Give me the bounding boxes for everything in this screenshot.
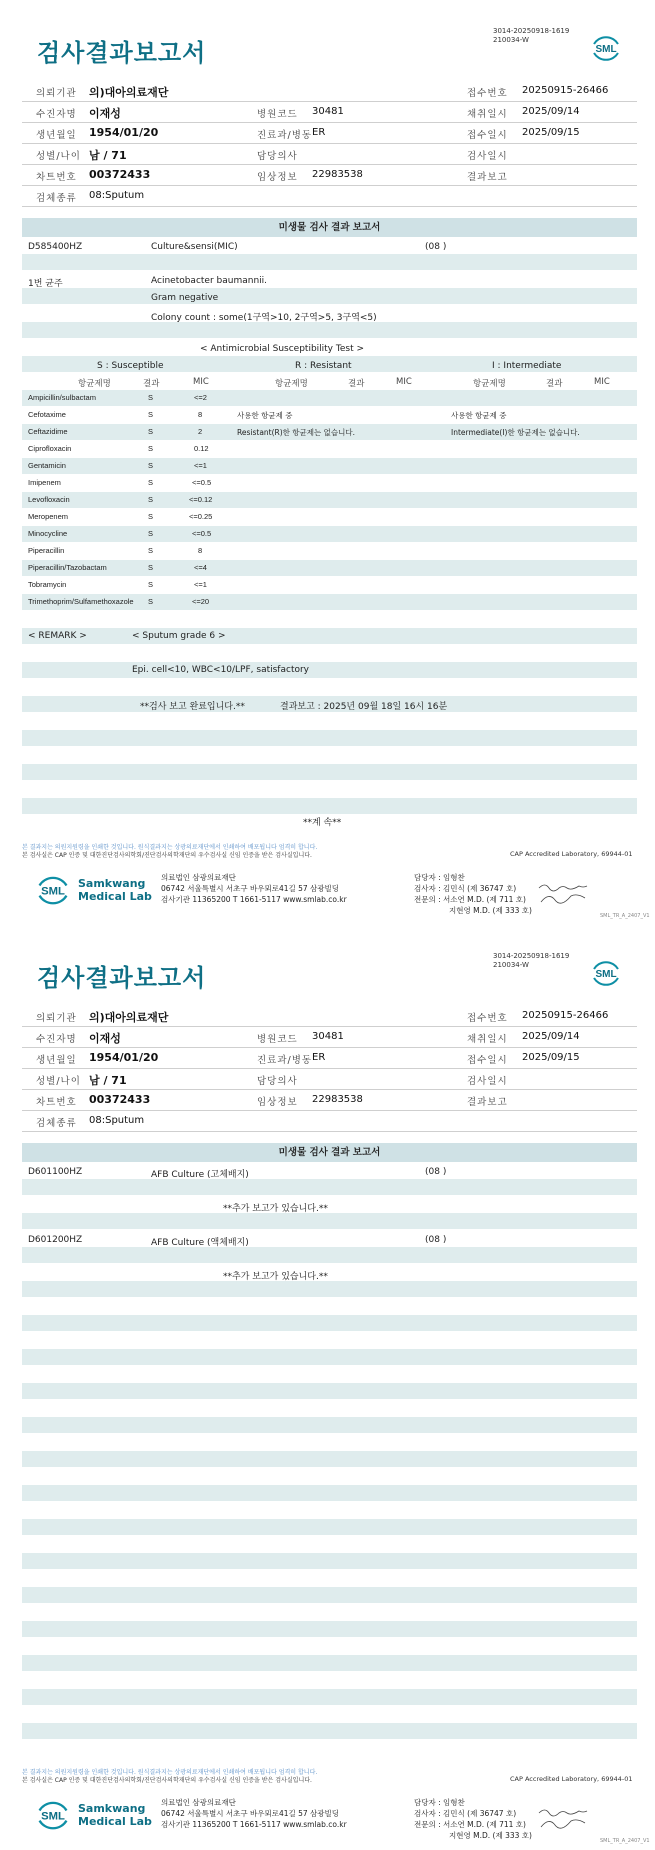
antibiotic-mic: <=0.25 (189, 512, 213, 521)
svg-text:SML: SML (41, 885, 65, 898)
footer-notice-1: 본 결과지는 의원지원령을 인쇄한 것입니다. 원식결과지는 상광의료재단에서 인쇄하여 배포됩니다 엄격히 합니다. (22, 844, 318, 851)
hospital-code: 30481 (312, 106, 344, 117)
colony-count: Colony count : some(1구역>10, 2구역>5, 3구역<5) (151, 313, 377, 323)
samkwang-logo-icon (35, 1797, 71, 1833)
antibiotic-name: Trimethoprim/Sulfamethoxazole (28, 597, 134, 606)
report-complete: **검사 보고 완료입니다.** (140, 702, 245, 712)
staff-info: 담당자 : 임형찬 검사자 : 김민식 (제 36747 호) 전문의 : 서소연 M.D. (제 711 호) 지현영 M.D. (제 333 호) (414, 873, 532, 915)
legend-resistant: R : Resistant (295, 361, 352, 371)
col-mic-i: MIC (594, 377, 610, 387)
antibiotic-mic: 8 (198, 546, 203, 555)
antibiotic-mic: <=0.5 (192, 529, 212, 538)
col-result-r: 결과 (348, 379, 365, 389)
test-spec: (08 ) (425, 1235, 447, 1245)
antibiotic-name: Gentamicin (28, 461, 66, 470)
sex-age: 남 / 71 (89, 1074, 127, 1087)
cap-accreditation: CAP Accredited Laboratory, 69944-01 (510, 1775, 633, 1783)
antibiotic-mic: <=0.12 (189, 495, 213, 504)
col-drug-i: 항균제명 (473, 379, 506, 389)
organism-label: 1번 균주 (28, 279, 63, 289)
section-title: 미생물 검사 결과 보고서 (22, 218, 637, 237)
antibiotic-mic: 2 (198, 427, 203, 436)
institution: 의)대아의료재단 (89, 1011, 169, 1024)
patient-name: 이재성 (89, 1032, 121, 1045)
report-title: 검사결과보고서 (37, 964, 207, 992)
header-row-1: 의뢰기관 의)대아의료재단 접수번호 20250915-26466 (22, 1005, 637, 1027)
antibiotic-result: S (148, 529, 154, 538)
antibiotic-name: Piperacillin/Tazobactam (28, 563, 107, 572)
remark-text: Epi. cell<10, WBC<10/LPF, satisfactory (132, 665, 310, 675)
institution: 의)대아의료재단 (89, 86, 169, 99)
organism-name: Acinetobacter baumannii. (151, 276, 268, 286)
header-row-6: 검체종류 08:Sputum (22, 1110, 637, 1132)
antibiotic-result: S (148, 444, 154, 453)
header-row-2: 수진자명 이재성 병원코드 30481 채취일시 2025/09/14 (22, 1026, 637, 1048)
org-info: 의료법인 삼광의료재단 06742 서울특별시 서초구 바우뫼로41길 57 삼광빌딩 검사기관 11365200 T 1661-5117 www.smlab.co.kr (161, 1798, 347, 1829)
remark-grade: < Sputum grade 6 > (132, 631, 226, 641)
antibiotic-mic: 0.12 (194, 444, 209, 453)
header-row-4: 성별/나이 남 / 71 담당의사 검사일시 (22, 1068, 637, 1090)
antibiotic-name: Ceftazidime (28, 427, 68, 436)
antibiotic-result: S (148, 461, 154, 470)
test-spec: (08 ) (425, 242, 447, 252)
antibiotic-result: S (148, 393, 154, 402)
antibiotic-name: Meropenem (28, 512, 69, 521)
test-name: AFB Culture (액체배지) (151, 1238, 249, 1248)
antibiotic-name: Minocycline (28, 529, 68, 538)
collect-date: 2025/09/14 (522, 1031, 580, 1042)
antibiotic-mic: <=1 (194, 461, 207, 470)
specimen: 08:Sputum (89, 190, 145, 201)
antibiotic-result: S (148, 410, 154, 419)
receipt-date: 2025/09/15 (522, 1052, 580, 1063)
antibiotic-mic: <=20 (192, 597, 210, 606)
cap-accreditation: CAP Accredited Laboratory, 69944-01 (510, 850, 633, 858)
antibiotic-result: S (148, 495, 154, 504)
test-spec: (08 ) (425, 1167, 447, 1177)
col-drug-r: 항균제명 (275, 379, 308, 389)
ast-title: < Antimicrobial Susceptibility Test > (200, 344, 364, 354)
svg-text:SML: SML (595, 44, 617, 55)
patient-name: 이재성 (89, 107, 121, 120)
doc-id: 3014-20250918-1619 210034-W (493, 27, 570, 44)
antibiotic-result: S (148, 597, 154, 606)
intermediate-note-1: 사용한 항균제 중 (451, 411, 507, 420)
dept: ER (312, 127, 326, 138)
sml-logo-icon (590, 32, 622, 64)
brand-name: Samkwang Medical Lab (78, 1802, 152, 1828)
antibiotic-mic: <=2 (194, 393, 207, 402)
svg-text:SML: SML (41, 1810, 65, 1823)
test-name: Culture&sensi(MIC) (151, 242, 238, 252)
footer-notice-2: 본 검사실은 CAP 인증 및 대한진단검사의학회/진단검사의학재단의 우수검사실 신임 인증을 받은 검사실입니다. (22, 1777, 312, 1784)
additional-report-note: **추가 보고가 있습니다.** (223, 1204, 328, 1214)
antibiotic-result: S (148, 427, 154, 436)
signature-icon (535, 1805, 595, 1835)
continue-text: **계 속** (303, 818, 342, 828)
svg-text:SML: SML (595, 969, 617, 980)
dob: 1954/01/20 (89, 1051, 159, 1064)
header-row-4: 성별/나이 남 / 71 담당의사 검사일시 (22, 143, 637, 165)
col-result-i: 결과 (546, 379, 563, 389)
antibiotic-name: Ampicillin/sulbactam (28, 393, 96, 402)
dept: ER (312, 1052, 326, 1063)
antibiotic-name: Ciprofloxacin (28, 444, 72, 453)
receipt-no: 20250915-26466 (522, 85, 609, 96)
antibiotic-mic: <=1 (194, 580, 207, 589)
form-version: SML_TR_A_2407_V1 (600, 913, 650, 919)
doc-id: 3014-20250918-1619 210034-W (493, 952, 570, 969)
antibiotic-name: Piperacillin (28, 546, 65, 555)
col-mic: MIC (193, 377, 209, 387)
report-page-2 (0, 925, 655, 1850)
antibiotic-name: Cefotaxime (28, 410, 66, 419)
intermediate-note-2: Intermediate(I)한 항균제는 없습니다. (451, 428, 580, 437)
antibiotic-result: S (148, 563, 154, 572)
receipt-date: 2025/09/15 (522, 127, 580, 138)
legend-intermediate: I : Intermediate (492, 361, 562, 371)
col-mic-r: MIC (396, 377, 412, 387)
col-drug: 항균제명 (78, 379, 111, 389)
report-time: 결과보고 : 2025년 09월 18일 16시 16분 (280, 702, 448, 712)
hospital-code: 30481 (312, 1031, 344, 1042)
specimen: 08:Sputum (89, 1115, 145, 1126)
sml-logo-icon (590, 957, 622, 989)
org-info: 의료법인 삼광의료재단 06742 서울특별시 서초구 바우뫼로41길 57 삼광빌딩 검사기관 11365200 T 1661-5117 www.smlab.co.kr (161, 873, 347, 904)
brand-name: Samkwang Medical Lab (78, 877, 152, 903)
legend-susceptible: S : Susceptible (97, 361, 164, 371)
resistant-note-1: 사용한 항균제 중 (237, 411, 293, 420)
header-row-5: 차트번호 00372433 임상정보 22983538 결과보고 (22, 164, 637, 186)
header-row-3: 생년월일 1954/01/20 진료과/병동 ER 접수일시 2025/09/15 (22, 1047, 637, 1069)
receipt-no: 20250915-26466 (522, 1010, 609, 1021)
remark-label: < REMARK > (28, 631, 87, 641)
test-code: D601100HZ (28, 1167, 83, 1177)
footer-notice-2: 본 검사실은 CAP 인증 및 대한진단검사의학회/진단검사의학재단의 우수검사실 신임 인증을 받은 검사실입니다. (22, 852, 312, 859)
resistant-note-2: Resistant(R)한 항균제는 없습니다. (237, 428, 356, 437)
header-row-6: 검체종류 08:Sputum (22, 185, 637, 207)
samkwang-logo-icon (35, 872, 71, 908)
header-row-3: 생년월일 1954/01/20 진료과/병동 ER 접수일시 2025/09/15 (22, 122, 637, 144)
test-name: AFB Culture (고체배지) (151, 1170, 249, 1180)
antibiotic-mic: 8 (198, 410, 203, 419)
sex-age: 남 / 71 (89, 149, 127, 162)
antibiotic-mic: <=4 (194, 563, 207, 572)
antibiotic-mic: <=0.5 (192, 478, 212, 487)
clinical-info: 22983538 (312, 169, 363, 180)
chart-no: 00372433 (89, 168, 151, 181)
collect-date: 2025/09/14 (522, 106, 580, 117)
antibiotic-result: S (148, 546, 154, 555)
test-code: D585400HZ (28, 242, 83, 252)
antibiotic-name: Levofloxacin (28, 495, 70, 504)
antibiotic-result: S (148, 512, 154, 521)
gram-stain: Gram negative (151, 293, 219, 303)
header-row-2: 수진자명 이재성 병원코드 30481 채취일시 2025/09/14 (22, 101, 637, 123)
header-row-5: 차트번호 00372433 임상정보 22983538 결과보고 (22, 1089, 637, 1111)
form-version: SML_TR_A_2407_V1 (600, 1838, 650, 1844)
col-result: 결과 (143, 379, 160, 389)
clinical-info: 22983538 (312, 1094, 363, 1105)
antibiotic-result: S (148, 580, 154, 589)
section-title: 미생물 검사 결과 보고서 (22, 1143, 637, 1162)
report-title: 검사결과보고서 (37, 39, 207, 67)
antibiotic-result: S (148, 478, 154, 487)
footer-notice-1: 본 결과지는 의원지원령을 인쇄한 것입니다. 원식결과지는 상광의료재단에서 인쇄하여 배포됩니다 엄격히 합니다. (22, 1769, 318, 1776)
staff-info: 담당자 : 임형찬 검사자 : 김민식 (제 36747 호) 전문의 : 서소연 M.D. (제 711 호) 지현영 M.D. (제 333 호) (414, 1798, 532, 1840)
dob: 1954/01/20 (89, 126, 159, 139)
antibiotic-name: Tobramycin (28, 580, 67, 589)
signature-icon (535, 880, 595, 910)
chart-no: 00372433 (89, 1093, 151, 1106)
antibiotic-name: Imipenem (28, 478, 61, 487)
test-code: D601200HZ (28, 1235, 83, 1245)
header-row-1: 의뢰기관 의)대아의료재단 접수번호 20250915-26466 (22, 80, 637, 102)
additional-report-note: **추가 보고가 있습니다.** (223, 1272, 328, 1282)
